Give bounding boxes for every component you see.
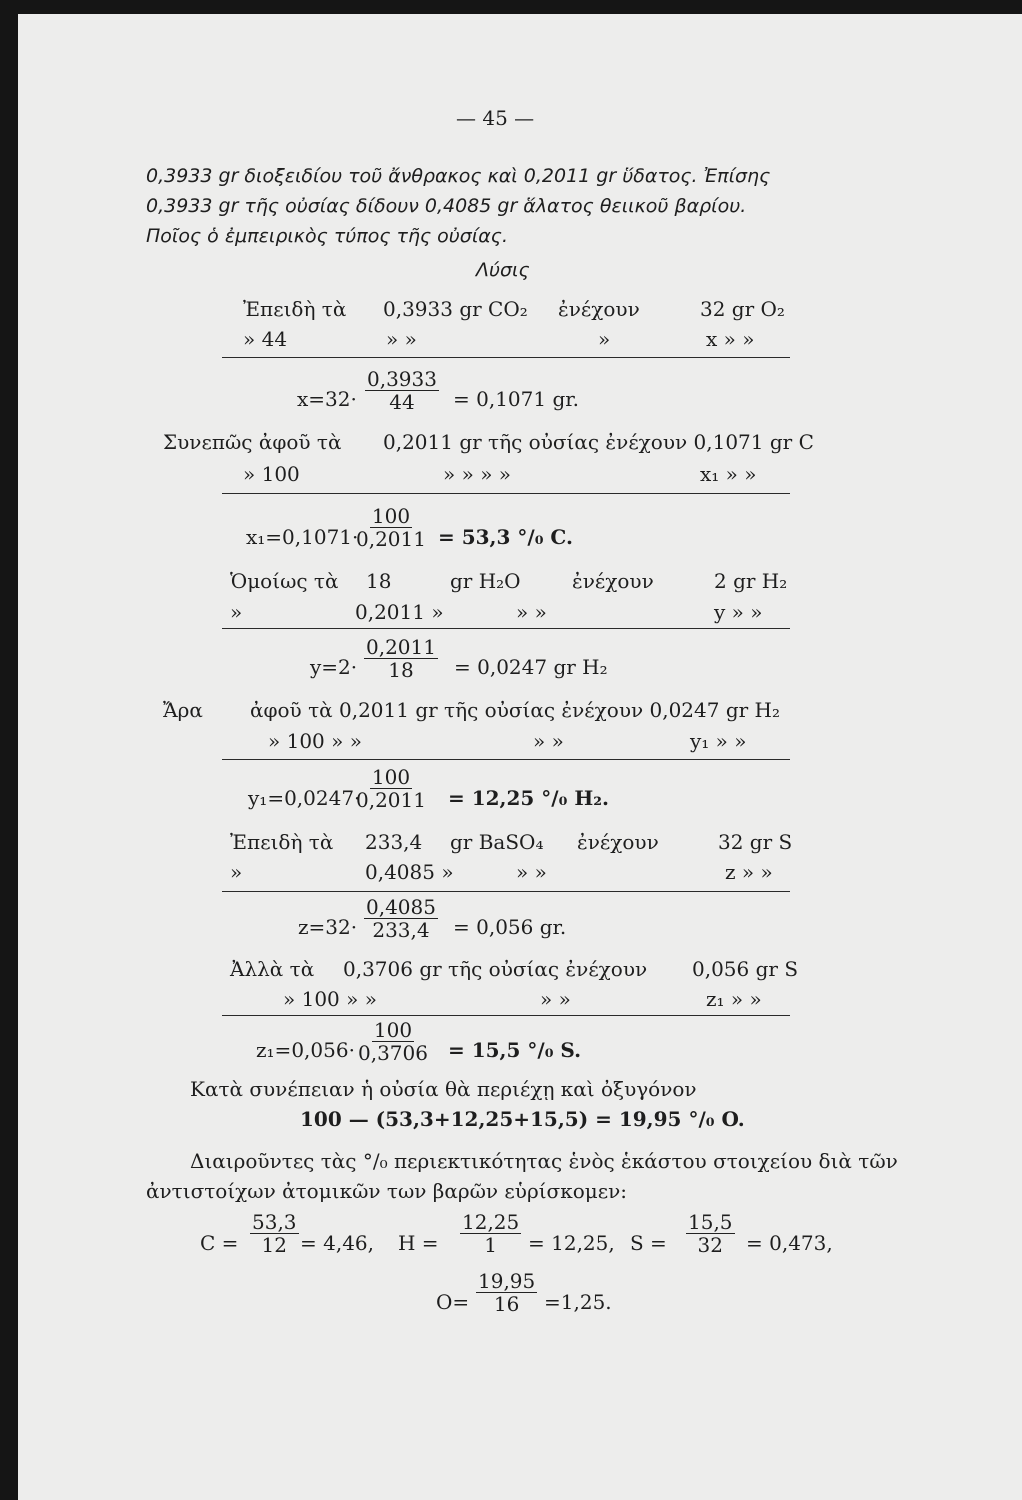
- hydrogen-row3-a: Ἄρα: [163, 698, 203, 722]
- hydrogen-row1-e: 2 gr H₂: [714, 569, 788, 593]
- ratio-o-lhs: O=: [436, 1290, 470, 1314]
- hydrogen-row2-b: 0,2011 »: [355, 600, 444, 624]
- hydrogen-row1-c: gr H₂O: [450, 569, 521, 593]
- hydrogen-row3-b: ἀφοῦ τὰ 0,2011 gr τῆς οὐσίας ἐνέχουν 0,0247 gr H₂: [250, 698, 781, 722]
- sulfur-row1-c: gr BaSO₄: [450, 830, 544, 854]
- sulfur-row1-d: ἐνέχουν: [577, 830, 659, 854]
- sulfur-row3-b: 0,3706 gr τῆς οὐσίας ἐνέχουν: [343, 957, 648, 981]
- hydrogen-eq1-numerator: 0,2011: [366, 635, 436, 659]
- sulfur-row4-c: z₁ » »: [706, 987, 762, 1011]
- carbon-row3-a: Συνεπῶς ἀφοῦ τὰ: [163, 430, 342, 454]
- sulfur-row2-b: 0,4085 »: [365, 860, 454, 884]
- sulfur-row2-d: z » »: [725, 860, 773, 884]
- ratio-s-fraction: [686, 1211, 735, 1256]
- carbon-eq2-rhs: = 53,3 °/₀ C.: [438, 525, 573, 549]
- oxygen-equation: 100 — (53,3+12,25+15,5) = 19,95 °/₀ O.: [300, 1107, 745, 1131]
- ratio-h-lhs: H =: [398, 1231, 439, 1255]
- sulfur-row4-a: » 100 » »: [283, 987, 377, 1011]
- carbon-eq2-denominator: 0,2011: [356, 527, 426, 551]
- hydrogen-rule-1: [222, 628, 790, 629]
- ratio-c-rhs: = 4,46,: [300, 1231, 375, 1255]
- sulfur-row3-c: 0,056 gr S: [692, 957, 799, 981]
- carbon-eq1-rhs: = 0,1071 gr.: [453, 387, 579, 411]
- division-text-1: Διαιροῦντες τὰς °/₀ περιεκτικότητας ἑνὸς ἑκάστου στοιχείου διὰ τῶν: [190, 1149, 898, 1173]
- sulfur-row4-b: » »: [540, 987, 571, 1011]
- sulfur-eq1-fraction: [364, 896, 438, 941]
- ratio-s-numerator: 15,5: [688, 1210, 733, 1234]
- ratio-h-fraction: [460, 1211, 521, 1256]
- hydrogen-eq1-lhs: y=2·: [310, 655, 358, 679]
- carbon-rule-2: [222, 493, 790, 494]
- carbon-row4-c: x₁ » »: [700, 462, 757, 486]
- carbon-row4-b: » » » »: [443, 462, 512, 486]
- ratio-s-lhs: S =: [630, 1231, 667, 1255]
- hydrogen-eq1-rhs: = 0,0247 gr H₂: [454, 655, 608, 679]
- sulfur-eq1-denominator: 233,4: [372, 918, 430, 942]
- sulfur-eq2-lhs: z₁=0,056·: [256, 1038, 355, 1062]
- carbon-eq1-denominator: 44: [389, 390, 415, 414]
- ratio-h-denominator: 1: [484, 1233, 497, 1257]
- hydrogen-row1-d: ἐνέχουν: [572, 569, 654, 593]
- ratio-c-lhs: C =: [200, 1231, 239, 1255]
- ratio-c-numerator: 53,3: [252, 1210, 297, 1234]
- hydrogen-eq2-numerator: 100: [371, 765, 411, 789]
- carbon-row2-b: » »: [386, 327, 417, 351]
- book-page: [18, 14, 1022, 1500]
- carbon-row1-c: ἐνέχουν: [558, 297, 640, 321]
- ratio-o-denominator: 16: [493, 1292, 520, 1316]
- ratio-o-rhs: =1,25.: [544, 1290, 612, 1314]
- carbon-row2-c: »: [598, 327, 611, 351]
- sulfur-eq2-numerator: 100: [373, 1018, 413, 1042]
- division-text-2: ἀντιστοίχων ἀτομικῶν των βαρῶν εὑρίσκομεν:: [146, 1179, 627, 1203]
- carbon-row1-b: 0,3933 gr CO₂: [383, 297, 528, 321]
- hydrogen-eq2-rhs: = 12,25 °/₀ H₂.: [448, 786, 609, 810]
- hydrogen-row2-a: »: [230, 600, 243, 624]
- carbon-row1-a: Ἐπειδὴ τὰ: [243, 297, 347, 321]
- sulfur-eq2-fraction: [356, 1019, 430, 1064]
- oxygen-text: Κατὰ συνέπειαν ἡ οὐσία θὰ περιέχῃ καὶ ὀξυγόνον: [190, 1077, 697, 1101]
- sulfur-row1-b: 233,4: [365, 830, 423, 854]
- page-number: — 45 —: [456, 106, 535, 130]
- hydrogen-row1-b: 18: [366, 569, 392, 593]
- hydrogen-row4-b: » »: [533, 729, 564, 753]
- sulfur-row1-e: 32 gr S: [718, 830, 793, 854]
- sulfur-row2-c: » »: [516, 860, 547, 884]
- hydrogen-eq1-fraction: [364, 636, 438, 681]
- hydrogen-row4-c: y₁ » »: [690, 729, 747, 753]
- ratio-s-rhs: = 0,473,: [746, 1231, 833, 1255]
- hydrogen-row1-a: Ὁμοίως τὰ: [230, 569, 339, 593]
- sulfur-eq1-rhs: = 0,056 gr.: [453, 915, 567, 939]
- carbon-eq1-fraction: [365, 368, 439, 413]
- hydrogen-eq2-fraction: [354, 766, 428, 811]
- hydrogen-eq1-denominator: 18: [388, 658, 414, 682]
- solution-heading: Λύσις: [476, 259, 530, 281]
- carbon-row3-b: 0,2011 gr τῆς οὐσίας ἐνέχουν 0,1071 gr C: [383, 430, 814, 454]
- sulfur-eq2-denominator: 0,3706: [358, 1041, 428, 1065]
- carbon-row2-d: x » »: [706, 327, 755, 351]
- sulfur-row3-a: Ἀλλὰ τὰ: [230, 957, 315, 981]
- sulfur-eq1-numerator: 0,4085: [366, 895, 436, 919]
- hydrogen-eq2-lhs: y₁=0,0247·: [248, 786, 361, 810]
- carbon-eq2-lhs: x₁=0,1071·: [246, 525, 359, 549]
- carbon-row4-a: » 100: [243, 462, 300, 486]
- problem-line-2: 0,3933 gr τῆς οὐσίας δίδουν 0,4085 gr ἅλατος θειικοῦ βαρίου.: [146, 195, 747, 217]
- carbon-eq1-numerator: 0,3933: [367, 367, 437, 391]
- ratio-h-numerator: 12,25: [462, 1210, 520, 1234]
- sulfur-rule-1: [222, 891, 790, 892]
- sulfur-rule-2: [222, 1015, 790, 1016]
- sulfur-row2-a: »: [230, 860, 243, 884]
- hydrogen-eq2-denominator: 0,2011: [356, 788, 426, 812]
- carbon-rule-1: [222, 357, 790, 358]
- hydrogen-row2-c: » »: [516, 600, 547, 624]
- carbon-eq1-lhs: x=32·: [297, 387, 357, 411]
- carbon-eq2-fraction: [354, 505, 428, 550]
- problem-line-3: Ποῖος ὁ ἐμπειρικὸς τύπος τῆς οὐσίας.: [146, 225, 508, 247]
- ratio-o-numerator: 19,95: [478, 1269, 536, 1293]
- ratio-s-denominator: 32: [697, 1233, 723, 1257]
- carbon-eq2-numerator: 100: [371, 504, 411, 528]
- ratio-o-fraction: [476, 1270, 537, 1315]
- sulfur-row1-a: Ἐπειδὴ τὰ: [230, 830, 334, 854]
- ratio-c-denominator: 12: [261, 1233, 287, 1257]
- carbon-row1-d: 32 gr O₂: [700, 297, 785, 321]
- hydrogen-rule-2: [222, 759, 790, 760]
- sulfur-eq1-lhs: z=32·: [298, 915, 358, 939]
- hydrogen-row2-d: y » »: [714, 600, 763, 624]
- ratio-h-rhs: = 12,25,: [528, 1231, 615, 1255]
- problem-line-1: 0,3933 gr διοξειδίου τοῦ ἄνθρακος καὶ 0,2011 gr ὕδατος. Ἐπίσης: [146, 165, 771, 187]
- hydrogen-row4-a: » 100 » »: [268, 729, 362, 753]
- sulfur-eq2-rhs: = 15,5 °/₀ S.: [448, 1038, 582, 1062]
- ratio-c-fraction: [250, 1211, 299, 1256]
- carbon-row2-a: » 44: [243, 327, 288, 351]
